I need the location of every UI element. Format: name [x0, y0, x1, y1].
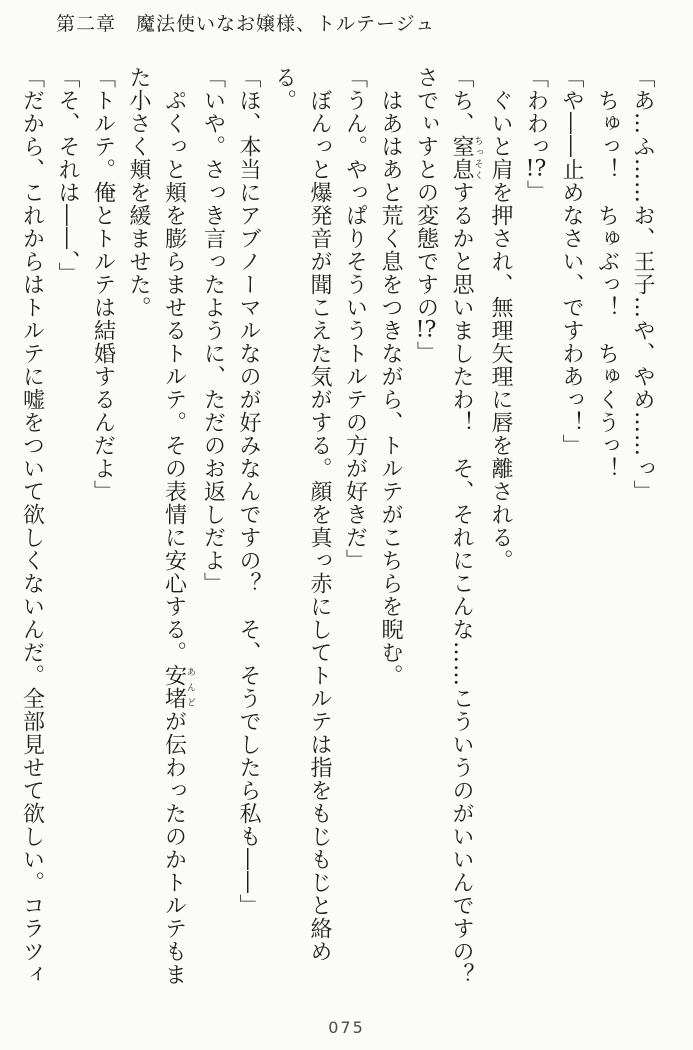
text-column: はあはあと荒く息をつきながら、トルテがこちらを睨む。: [378, 89, 403, 687]
text-column: た小さく頬を緩ませた。: [126, 66, 151, 319]
text-column: 「トルテ。俺とトルテは結婚するんだよ」: [90, 66, 116, 503]
text-column: 「そ、それは――、」: [55, 66, 80, 285]
text-column: 「ち、窒息ちっそくするかと思いましたわ！ そ、それにこんな……こういうのがいいんですの？: [449, 66, 483, 986]
text-column: 「あ…ふ……お、王子…や、やめ……っ」: [630, 66, 655, 503]
text-column: ぼんっと爆発音が聞こえた気がする。顔を真っ赤にしてトルテは指をもじもじと絡める。: [271, 66, 332, 963]
text-column: ぐいと肩を押され、無理矢理に唇を離される。: [488, 89, 513, 572]
page-number: 075: [328, 1018, 365, 1037]
tate-chu-yoko: !?: [415, 319, 437, 341]
text-column: 「うん。やっぱりそういうトルテの方が好きだ」: [342, 66, 368, 572]
text-column: ちゅっ！ ちゅぶっ！ ちゅくうっ！: [594, 89, 620, 480]
text-column: ぷくっと頬を膨らませるトルテ。その表情に安心する。安堵あんどが伝わったのかトルテもま: [161, 89, 195, 986]
text-column: さでぃすとの変態ですの!?」: [413, 66, 439, 364]
body-text-block: [14, 66, 660, 1008]
tate-chu-yoko: !?: [525, 158, 547, 180]
text-column: 「ほ、本当にアブノーマルなのが好みなんですの？ そ、そうでしたら私も――」: [236, 66, 261, 917]
chapter-header: 第二章 魔法使いなお嬢様、トルテージュ: [56, 13, 436, 35]
text-column: 「だから、これからはトルテに嘘をついて欲しくないんだ。全部見せて欲しい。コラツィ: [19, 66, 45, 986]
text-column: 「わわっ!?」: [523, 66, 549, 203]
text-column: 「いや。さっき言ったように、ただのお返しだよ」: [200, 66, 226, 595]
text-column: 「や――止めなさい、ですわあっ！」: [559, 66, 584, 457]
